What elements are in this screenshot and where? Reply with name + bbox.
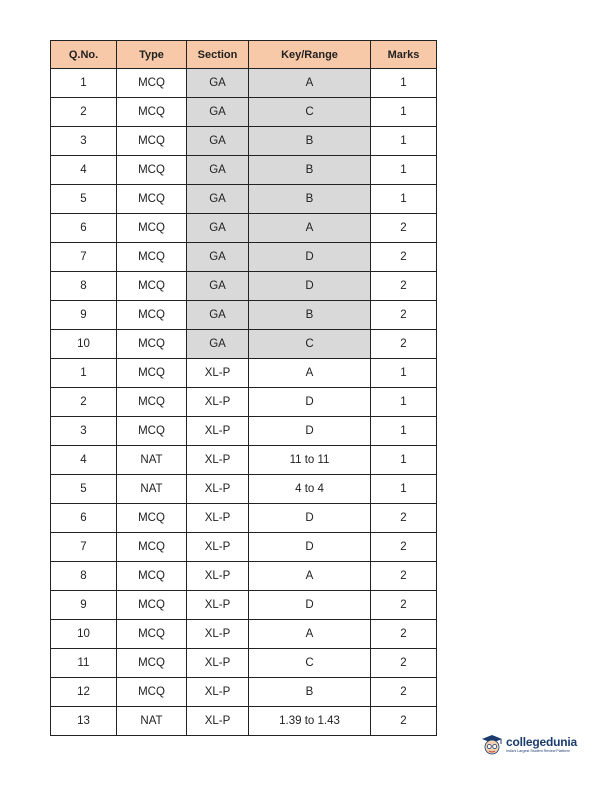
cell-qno: 7 xyxy=(51,533,117,562)
cell-key-range: D xyxy=(249,504,371,533)
answer-key-sheet xyxy=(50,40,437,736)
table-row xyxy=(51,649,437,678)
table-row xyxy=(51,504,437,533)
cell-qno: 3 xyxy=(51,127,117,156)
cell-marks: 2 xyxy=(371,678,437,707)
table-row xyxy=(51,678,437,707)
cell-qno: 6 xyxy=(51,214,117,243)
cell-key-range: A xyxy=(249,214,371,243)
cell-qno: 3 xyxy=(51,417,117,446)
header-qno: Q.No. xyxy=(51,41,117,69)
cell-type: MCQ xyxy=(117,562,187,591)
cell-section: XL-P xyxy=(187,562,249,591)
cell-qno: 13 xyxy=(51,707,117,736)
cell-key-range: C xyxy=(249,330,371,359)
cell-key-range: 11 to 11 xyxy=(249,446,371,475)
cell-qno: 5 xyxy=(51,185,117,214)
cell-section: GA xyxy=(187,214,249,243)
cell-type: MCQ xyxy=(117,185,187,214)
cell-qno: 1 xyxy=(51,69,117,98)
table-row xyxy=(51,562,437,591)
cell-type: MCQ xyxy=(117,127,187,156)
cell-key-range: B xyxy=(249,127,371,156)
cell-marks: 2 xyxy=(371,330,437,359)
table-row xyxy=(51,127,437,156)
cell-qno: 5 xyxy=(51,475,117,504)
cell-key-range: D xyxy=(249,388,371,417)
cell-marks: 1 xyxy=(371,446,437,475)
cell-key-range: B xyxy=(249,678,371,707)
cell-section: GA xyxy=(187,301,249,330)
cell-section: XL-P xyxy=(187,620,249,649)
cell-key-range: D xyxy=(249,417,371,446)
cell-qno: 1 xyxy=(51,359,117,388)
cell-qno: 10 xyxy=(51,620,117,649)
table-row xyxy=(51,417,437,446)
cell-qno: 4 xyxy=(51,156,117,185)
cell-marks: 1 xyxy=(371,417,437,446)
cell-type: NAT xyxy=(117,707,187,736)
cell-section: GA xyxy=(187,185,249,214)
cell-type: MCQ xyxy=(117,330,187,359)
cell-section: XL-P xyxy=(187,649,249,678)
table-row xyxy=(51,591,437,620)
cell-key-range: B xyxy=(249,185,371,214)
header-type: Type xyxy=(117,41,187,69)
cell-section: XL-P xyxy=(187,417,249,446)
cell-marks: 1 xyxy=(371,69,437,98)
cell-type: MCQ xyxy=(117,533,187,562)
cell-marks: 1 xyxy=(371,359,437,388)
header-marks: Marks xyxy=(371,41,437,69)
cell-qno: 10 xyxy=(51,330,117,359)
table-row xyxy=(51,69,437,98)
cell-marks: 2 xyxy=(371,504,437,533)
cell-section: XL-P xyxy=(187,678,249,707)
cell-section: XL-P xyxy=(187,504,249,533)
cell-qno: 8 xyxy=(51,272,117,301)
cell-qno: 12 xyxy=(51,678,117,707)
cell-type: MCQ xyxy=(117,620,187,649)
cell-key-range: 1.39 to 1.43 xyxy=(249,707,371,736)
cell-type: MCQ xyxy=(117,504,187,533)
brand-name: collegedunia xyxy=(506,735,577,750)
cell-key-range: 4 to 4 xyxy=(249,475,371,504)
table-row xyxy=(51,359,437,388)
cell-section: XL-P xyxy=(187,446,249,475)
cell-type: MCQ xyxy=(117,156,187,185)
cell-type: MCQ xyxy=(117,301,187,330)
table-row xyxy=(51,446,437,475)
cell-marks: 2 xyxy=(371,562,437,591)
cell-type: MCQ xyxy=(117,214,187,243)
cell-type: MCQ xyxy=(117,591,187,620)
cell-type: NAT xyxy=(117,446,187,475)
header-section: Section xyxy=(187,41,249,69)
cell-qno: 11 xyxy=(51,649,117,678)
table-row xyxy=(51,301,437,330)
cell-section: GA xyxy=(187,272,249,301)
cell-key-range: D xyxy=(249,591,371,620)
cell-type: MCQ xyxy=(117,359,187,388)
cell-marks: 2 xyxy=(371,620,437,649)
cell-marks: 2 xyxy=(371,214,437,243)
cell-qno: 9 xyxy=(51,591,117,620)
cell-marks: 1 xyxy=(371,127,437,156)
cell-marks: 2 xyxy=(371,591,437,620)
table-row xyxy=(51,533,437,562)
cell-section: XL-P xyxy=(187,707,249,736)
mascot-graduate-icon xyxy=(480,733,504,757)
table-row xyxy=(51,272,437,301)
cell-section: XL-P xyxy=(187,475,249,504)
cell-section: GA xyxy=(187,98,249,127)
cell-marks: 2 xyxy=(371,272,437,301)
table-row xyxy=(51,156,437,185)
cell-qno: 7 xyxy=(51,243,117,272)
cell-marks: 1 xyxy=(371,185,437,214)
cell-marks: 1 xyxy=(371,98,437,127)
cell-section: XL-P xyxy=(187,359,249,388)
table-row xyxy=(51,214,437,243)
collegedunia-logo xyxy=(480,733,577,757)
cell-type: NAT xyxy=(117,475,187,504)
cell-key-range: B xyxy=(249,301,371,330)
cell-key-range: D xyxy=(249,243,371,272)
cell-section: GA xyxy=(187,243,249,272)
cell-key-range: A xyxy=(249,359,371,388)
cell-qno: 2 xyxy=(51,98,117,127)
cell-type: MCQ xyxy=(117,243,187,272)
header-key-range: Key/Range xyxy=(249,41,371,69)
answer-key-table xyxy=(50,40,437,736)
cell-marks: 2 xyxy=(371,533,437,562)
cell-key-range: C xyxy=(249,649,371,678)
table-row xyxy=(51,475,437,504)
table-row xyxy=(51,620,437,649)
cell-qno: 8 xyxy=(51,562,117,591)
cell-marks: 2 xyxy=(371,649,437,678)
cell-key-range: A xyxy=(249,69,371,98)
brand-tagline: India's Largest Student Review Platform xyxy=(506,749,570,754)
cell-section: GA xyxy=(187,69,249,98)
cell-key-range: B xyxy=(249,156,371,185)
cell-section: XL-P xyxy=(187,388,249,417)
cell-marks: 1 xyxy=(371,156,437,185)
cell-type: MCQ xyxy=(117,649,187,678)
cell-marks: 2 xyxy=(371,243,437,272)
table-header-row xyxy=(51,41,437,69)
cell-marks: 2 xyxy=(371,301,437,330)
cell-key-range: A xyxy=(249,620,371,649)
cell-section: GA xyxy=(187,156,249,185)
cell-section: XL-P xyxy=(187,533,249,562)
cell-type: MCQ xyxy=(117,678,187,707)
cell-qno: 6 xyxy=(51,504,117,533)
table-row xyxy=(51,98,437,127)
cell-section: XL-P xyxy=(187,591,249,620)
cell-type: MCQ xyxy=(117,272,187,301)
cell-qno: 2 xyxy=(51,388,117,417)
table-row xyxy=(51,388,437,417)
cell-type: MCQ xyxy=(117,69,187,98)
cell-key-range: C xyxy=(249,98,371,127)
cell-section: GA xyxy=(187,127,249,156)
cell-section: GA xyxy=(187,330,249,359)
cell-type: MCQ xyxy=(117,417,187,446)
table-row xyxy=(51,185,437,214)
cell-marks: 1 xyxy=(371,388,437,417)
cell-type: MCQ xyxy=(117,98,187,127)
cell-marks: 2 xyxy=(371,707,437,736)
cell-type: MCQ xyxy=(117,388,187,417)
cell-key-range: A xyxy=(249,562,371,591)
table-row xyxy=(51,707,437,736)
cell-qno: 9 xyxy=(51,301,117,330)
cell-key-range: D xyxy=(249,272,371,301)
cell-key-range: D xyxy=(249,533,371,562)
table-row xyxy=(51,330,437,359)
cell-marks: 1 xyxy=(371,475,437,504)
cell-qno: 4 xyxy=(51,446,117,475)
table-row xyxy=(51,243,437,272)
